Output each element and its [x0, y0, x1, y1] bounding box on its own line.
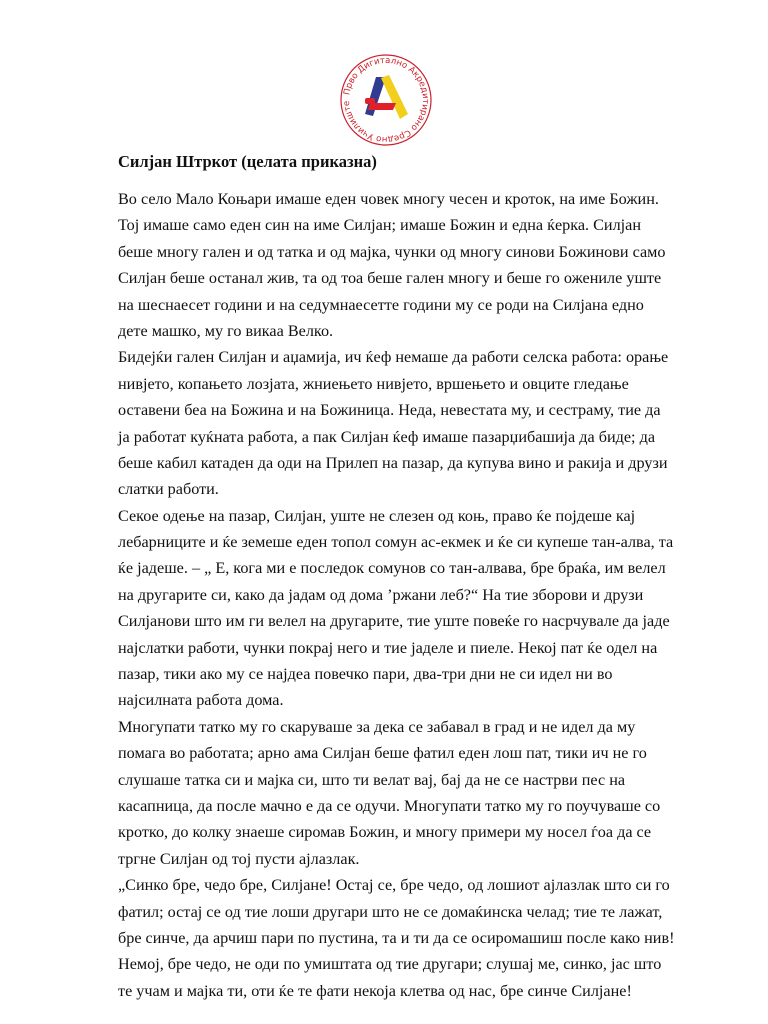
text-line: „Синко бре, чедо бре, Силјане! Остај се, бре чедо, од лошиот ајлазлак што си го [118, 876, 670, 895]
text-line: ќе јадеше. – „ Е, кога ми е последок сомунов со тан-алвава, бре браќа, им велел [118, 559, 666, 578]
text-line: касапница, да после мачно е да се одучи. Многупати татко му го поучуваше со [118, 796, 661, 815]
document-body [118, 186, 678, 1004]
logo-emblem-icon [330, 44, 442, 156]
text-line: ја работат куќната работа, а пак Силјан ќеф имаше пазарџибашија да биде; да [118, 427, 656, 446]
text-line: фатил; остај се од тие лоши другари што не се домаќинска челад; тие те лажат, [118, 902, 663, 921]
text-line: помага во работата; арно ама Силјан беше фатил еден лош пат, тики ич не го [118, 744, 647, 763]
text-line: нивјето, копањето лозјата, жниењето нивјето, вршењето и овците гледање [118, 374, 629, 393]
text-line: Немој, бре чедо, не оди по умиштата од тие другари; слушај ме, синко, јас што [118, 955, 662, 974]
text-line: дете машко, му го викаа Велко. [118, 321, 334, 340]
school-logo [330, 44, 442, 156]
text-line: најсилната работа дома. [118, 691, 284, 710]
text-line: беше кабил катаден да оди на Прилеп на пазар, да купува вино и ракија и друзи [118, 453, 668, 472]
text-line: пазар, тики ако му се најдеа повечко пари, два-три дни не си идел ни во [118, 665, 613, 684]
text-line: Силјан беше останал жив, та од тоа беше гален многу и беше го ожениле уште [118, 269, 662, 288]
text-line: Многупати татко му го скаруваше за дека се забавал в град и не идел да му [118, 717, 636, 736]
text-line: слатки работи. [118, 480, 219, 499]
document-title: Силјан Штркот (целата приказна) [118, 152, 377, 171]
text-line: беше многу гален и од татка и од мајка, чунки од многу синови Божинови само [118, 242, 666, 261]
text-line: бре синче, да арчиш пари по пустина, та и ти да се осиромашиш после како нив! [118, 928, 675, 947]
text-line: оставени беа на Божина и на Божиница. Неда, невестата му, и сестраму, тие да [118, 401, 661, 420]
text-line: Секое одење на пазар, Силјан, уште не слезен од коњ, право ќе појдеше кај [118, 506, 636, 525]
text-line: Тој имаше само еден син на име Силјан; имаше Божин и една ќерка. Силјан [118, 216, 642, 235]
text-line: кротко, до колку знаеше сиромав Божин, и многу примери му носел ѓоа да се [118, 823, 652, 842]
text-line: лебарниците и ќе земеше еден топол сомун ас-екмек и ќе си купеше тан-алва, та [118, 533, 674, 552]
logo-ring-text: Прво Дигитално Акредитирано Средно Училиште [341, 55, 431, 145]
text-line: Во село Мало Коњари имаше еден човек многу чесен и кроток, на име Божин. [118, 190, 659, 208]
text-line: на другарите си, како да јадам од дома ’ржани леб?“ На тие зборови и друзи [118, 585, 644, 604]
text-line: Силјанови што им ги велел на другарите, тие уште повеќе го насрчувале да јаде [118, 612, 670, 631]
text-line: слушаше татка си и мајка си, што ти велат вај, бај да не се настрви пес на [118, 770, 626, 789]
text-line: те учам и мајка ти, оти ќе те фати некоја клетва од нас, бре синче Силјане! [118, 981, 632, 1000]
text-line: најслатки работи, чунки покрај него и тие јаделе и пиеле. Некој пат ќе одел на [118, 638, 658, 657]
text-line: на шеснаесет години и на седумнаесетте години му се роди на Силјана едно [118, 295, 644, 314]
text-line: тргне Силјан од тој пусти ајлазлак. [118, 849, 360, 868]
text-line: Бидејќи гален Силјан и аџамија, ич ќеф немаше да работи селска работа: орање [118, 348, 669, 367]
